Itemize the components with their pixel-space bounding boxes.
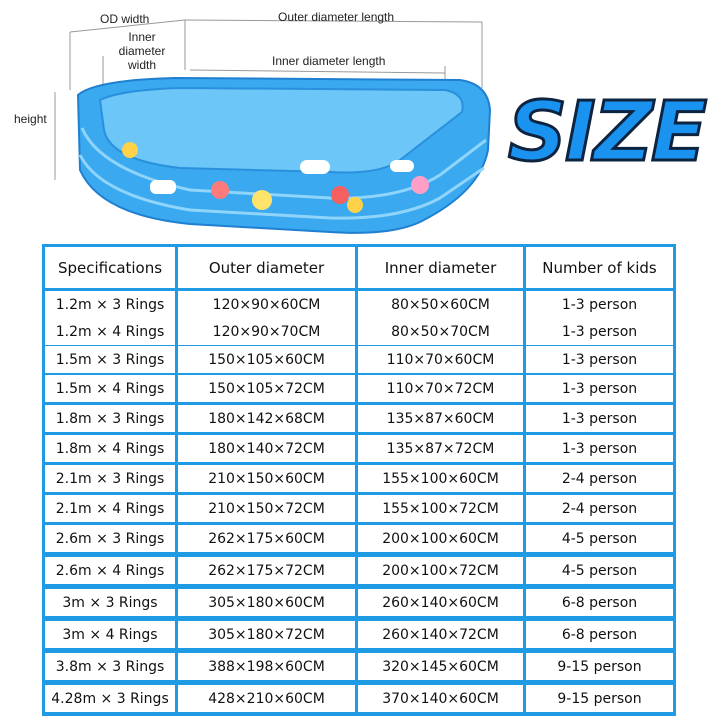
table-cell: 305×180×60CM: [178, 589, 355, 616]
table-cell: 1.2m × 3 Rings: [45, 291, 175, 318]
od-width-label: OD width: [100, 12, 150, 26]
table-header-row: [45, 247, 673, 288]
table-cell: 120×90×70CM: [178, 318, 355, 345]
table-cell: 1-3 person: [526, 291, 673, 318]
table-cell: 110×70×60CM: [358, 346, 523, 373]
table-cell: 1.5m × 3 Rings: [45, 346, 175, 373]
table-cell: 135×87×60CM: [358, 405, 523, 432]
table-cell: 1-3 person: [526, 375, 673, 402]
table-row: [45, 589, 673, 616]
table-cell: 180×142×68CM: [178, 405, 355, 432]
table-cell: 6-8 person: [526, 621, 673, 648]
table-cell: 200×100×60CM: [358, 525, 523, 552]
table-row: [45, 318, 673, 345]
table-cell: 2-4 person: [526, 465, 673, 492]
table-cell: 150×105×60CM: [178, 346, 355, 373]
table-cell: 200×100×72CM: [358, 557, 523, 584]
table-cell: 135×87×72CM: [358, 435, 523, 462]
spec-table: [42, 244, 676, 716]
table-row: [45, 653, 673, 680]
table-cell: 180×140×72CM: [178, 435, 355, 462]
table-cell: 2.1m × 4 Rings: [45, 495, 175, 522]
table-cell: 110×70×72CM: [358, 375, 523, 402]
table-cell: 260×140×72CM: [358, 621, 523, 648]
inner-diameter-width-label: Inner diameter width: [118, 30, 166, 72]
table-row: [45, 685, 673, 712]
table-row: [45, 291, 673, 318]
table-row: [45, 495, 673, 522]
table-row: [45, 621, 673, 648]
table-cell: 262×175×60CM: [178, 525, 355, 552]
table-cell: 210×150×72CM: [178, 495, 355, 522]
table-cell: 1-3 person: [526, 405, 673, 432]
table-cell: 9-15 person: [526, 653, 673, 680]
table-cell: 4-5 person: [526, 525, 673, 552]
table-cell: 2-4 person: [526, 495, 673, 522]
table-cell: 1.8m × 3 Rings: [45, 405, 175, 432]
table-cell: 2.6m × 4 Rings: [45, 557, 175, 584]
table-cell: 4-5 person: [526, 557, 673, 584]
inner-diameter-length-label: Inner diameter length: [272, 54, 386, 68]
table-cell: 262×175×72CM: [178, 557, 355, 584]
table-cell: 320×145×60CM: [358, 653, 523, 680]
table-header-cell: Number of kids: [526, 247, 673, 288]
table-row: [45, 346, 673, 373]
table-cell: 1.5m × 4 Rings: [45, 375, 175, 402]
table-cell: 80×50×60CM: [358, 291, 523, 318]
table-cell: 3m × 3 Rings: [45, 589, 175, 616]
size-title: SIZE: [508, 85, 706, 180]
table-cell: 370×140×60CM: [358, 685, 523, 712]
height-label: height: [14, 112, 47, 126]
table-row: [45, 435, 673, 462]
table-cell: 1.8m × 4 Rings: [45, 435, 175, 462]
table-row: [45, 375, 673, 402]
table-cell: 1.2m × 4 Rings: [45, 318, 175, 345]
table-cell: 305×180×72CM: [178, 621, 355, 648]
table-cell: 210×150×60CM: [178, 465, 355, 492]
table-row: [45, 405, 673, 432]
table-cell: 3m × 4 Rings: [45, 621, 175, 648]
table-cell: 150×105×72CM: [178, 375, 355, 402]
table-cell: 2.1m × 3 Rings: [45, 465, 175, 492]
table-cell: 155×100×60CM: [358, 465, 523, 492]
pool-body: [78, 78, 490, 233]
table-cell: 9-15 person: [526, 685, 673, 712]
outer-diameter-length-label: Outer diameter length: [278, 10, 395, 24]
table-cell: 6-8 person: [526, 589, 673, 616]
table-row: [45, 557, 673, 584]
table-cell: 388×198×60CM: [178, 653, 355, 680]
table-cell: 1-3 person: [526, 318, 673, 345]
pool-diagram: [0, 0, 720, 240]
table-header-cell: Outer diameter: [178, 247, 355, 288]
table-header-cell: Specifications: [45, 247, 175, 288]
table-cell: 428×210×60CM: [178, 685, 355, 712]
table-row: [45, 525, 673, 552]
table-cell: 2.6m × 3 Rings: [45, 525, 175, 552]
table-cell: 155×100×72CM: [358, 495, 523, 522]
table-cell: 4.28m × 3 Rings: [45, 685, 175, 712]
table-cell: 3.8m × 3 Rings: [45, 653, 175, 680]
table-cell: 260×140×60CM: [358, 589, 523, 616]
table-cell: 120×90×60CM: [178, 291, 355, 318]
table-row: [45, 465, 673, 492]
table-header-cell: Inner diameter: [358, 247, 523, 288]
table-cell: 1-3 person: [526, 435, 673, 462]
table-cell: 1-3 person: [526, 346, 673, 373]
table-cell: 80×50×70CM: [358, 318, 523, 345]
